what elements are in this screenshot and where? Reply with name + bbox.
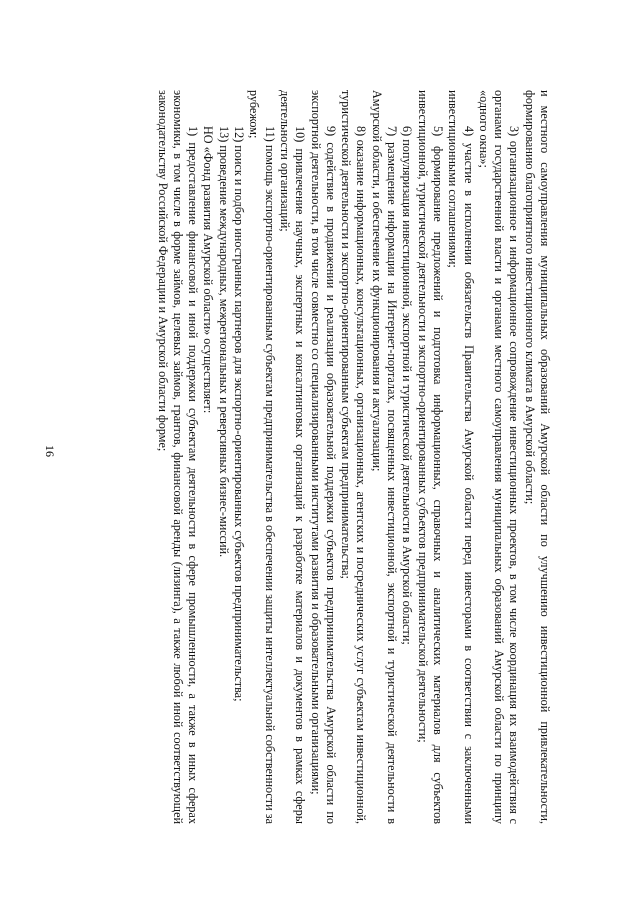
section-intro: НО «Фонд развития Амурской области» осуществляет: xyxy=(201,126,216,414)
list-item: 9) содействие в продвижении и реализации образовательной поддержки субъектов предпринимательства Амурской области по экспортной деятельности, в том числе совместно со специализированными институтами развития и образовательными организациями; xyxy=(308,90,338,824)
list-item: 13) проведение международных, межрегиональных и реверсивных бизнес-миссий. xyxy=(216,126,231,558)
list-item: 7) размещение информации на Интернет-порталах, посвященных инвестиционной, экспортной и туристической деятельности в Амурской области, и обеспечение их функционирования и актуализации; xyxy=(369,90,400,824)
list-item: 3) организационное и информационное сопровождение инвестиционных проектов, в том числе координация их взаимодействия с органами государственной власти и органами местного самоуправления муниципальных образований Амурской области по принципу «одного окна»; xyxy=(476,90,522,824)
list-item: 10) привлечение научных, экспертных и консалтинговых организаций к разработке материалов и документов в рамках сферы деятельности организаций; xyxy=(277,90,308,824)
list-item: 8) оказание информационных, консультационных, организационных, агентских и посреднических услуг субъектам инвестиционной, туристической деятельности и экспортно-ориентированным субъектам предпринимательства; xyxy=(339,90,369,824)
page-number: 16 xyxy=(43,445,57,457)
list-item: 1) предоставление финансовой и иной поддержки субъектам деятельности в сфере промышленности, а также в иных сферах экономики, в том числе в форме займов, целевых займов, грантов, финансовой аренды (лизинга), а также любой иной соответствующей законодательству Российской Федерации и Амурской области форме; xyxy=(155,90,201,824)
list-item: 6) популяризация инвестиционной, экспортной и туристической деятельности в Амурской области; xyxy=(400,126,415,645)
list-item: 5) формирование предложений и подготовка информационных, справочных и аналитических материалов для субъектов инвестиционной, туристической деятельности и экспортно-ориентированных субъектов предпринимательской деятельности; xyxy=(415,90,445,824)
paragraph-continuation: и местного самоуправления муниципальных образований Амурской области по улучшению инвестиционной привлекательности, формированию благоприятного инвестиционного климата в Амурской области; xyxy=(522,90,552,824)
list-item: 11) помощь экспортно-ориентированным субъектам предпринимательства в обеспечении защиты интеллектуальной собственности за рубежом; xyxy=(247,90,277,824)
document-body xyxy=(154,90,552,824)
list-item: 4) участие в исполнении обязательств Правительства Амурской области перед инвесторами в соответствии с заключенными инвестиционными соглашениями; xyxy=(446,90,476,824)
list-item: 12) поиск и подбор иностранных партнеров для экспортно-ориентированных субъектов предпринимательства; xyxy=(232,126,247,702)
